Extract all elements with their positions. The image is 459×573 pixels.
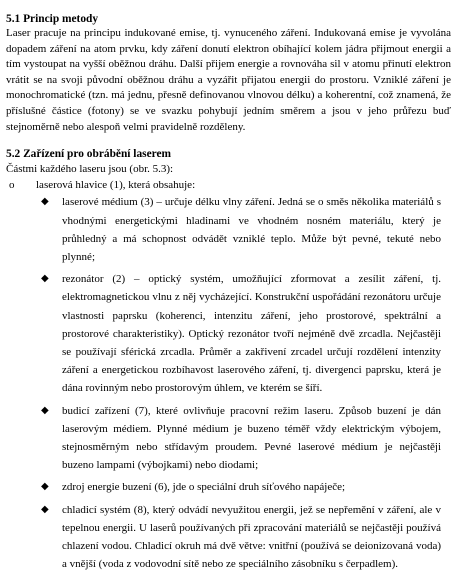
diamond-bullet-icon: ◆ bbox=[41, 503, 49, 515]
list-item-resonator bbox=[6, 270, 451, 397]
list-marker: o bbox=[9, 178, 15, 191]
section-2-heading: 5.2 Zařízení pro obrábění laserem bbox=[6, 148, 172, 161]
laser-head-components-list bbox=[6, 193, 451, 573]
list-item-text: budicí zařízení (7), které ovlivňuje pracovní režim laseru. Způsob buzení je dán laserovým médiem. Plynné médium je buzeno téměř vždy elektrickým výbojem, stejnosměrným nebo střídavým proudem. Pevné laserové médium je nejčastěji buzeno lampami (výbojkami) nebo diodami; bbox=[62, 404, 441, 472]
diamond-bullet-icon: ◆ bbox=[41, 404, 49, 416]
section-1-heading: 5.1 Princip metody bbox=[6, 13, 99, 25]
list-item-text: rezonátor (2) – optický systém, umožňující zformovat a zesílit záření, tj. elektromagnetickou vlnu z něj vycházející. Konstrukční uspořádání rezonátoru určuje vlastnosti paprsku (koherenci, intenzitu záření, jeho prostorové, spektrální a prostorové charakteristiky). Optický rezonátor tvoří nejméně dvě zrcadla. Nejčastěji se používají sférická zrcadla. Průměr a zakřivení zrcadel určují rozdělení intenzity záření a energetickou rozbíhavost laserového záření, tj. divergenci paprsku, která je dána rovinným nebo prostorovým úhlem, ve kterém se šíří. bbox=[62, 273, 441, 395]
laser-head-item-text: laserová hlavice (1), která obsahuje: bbox=[36, 178, 196, 191]
list-item-cooling-system bbox=[6, 501, 451, 573]
list-item-excitation-device bbox=[6, 402, 451, 475]
diamond-bullet-icon: ◆ bbox=[41, 273, 49, 285]
section-1-paragraph: Laser pracuje na principu indukované emise, tj. vynuceného záření. Indukovaná emise je vyvolána dopadem záření na atom prvku, kdy záření donutí elektron obíhající kolem jádra přijmout energii a tím vystoupat na vyšší oběžnou dráhu. Další přijem energie a rovnováha sil v atomu přinutí elektron vrátit se na svoji původní oběžnou dráhu a vyzářit přijatou energii do prostoru. Vzniklé záření je monochromatické (tzn. má jednu, přesně definovanou vlnovou délku) a koherentní, což znamená, že příslušné částice (fotony) se ve svazku pohybují jedním směrem a jsou v jeho průřezu buď stejnoměrně nebo alespoň velmi pravidelně rozděleny. bbox=[6, 27, 451, 133]
section-2-intro: Částmi každého laseru jsou (obr. 5.3): bbox=[6, 163, 174, 176]
list-item-text: laserové médium (3) – určuje délku vlny záření. Jedná se o směs několika materiálů s vhodnými energetickými hladinami ve vhodném nosném materiálu, který je průhledný a má schopnost odvádět vzniklé teplo. Může být pevné, tekuté nebo plynné; bbox=[62, 196, 441, 263]
diamond-bullet-icon: ◆ bbox=[41, 481, 49, 493]
laser-head-item bbox=[6, 178, 451, 194]
list-item-text: chladicí systém (8), který odvádí nevyužitou energii, jež se nepřemění v záření, ale v tepelnou energii. U laserů používaných při zpracování materiálů se nejčastěji používá chlazení vodou. Chladicí okruh má dvě větve: vnitřní (používá se deionizovaná voda) a vnější (voda z vodovodní sítě nebo ze speciálního zásobníku s čerpadlem). bbox=[62, 503, 441, 571]
list-item-text: zdroj energie buzení (6), jde o speciální druh síťového napáječe; bbox=[62, 481, 346, 494]
list-item-power-source bbox=[6, 478, 451, 496]
list-item-laser-medium bbox=[6, 193, 451, 266]
diamond-bullet-icon: ◆ bbox=[41, 196, 49, 208]
